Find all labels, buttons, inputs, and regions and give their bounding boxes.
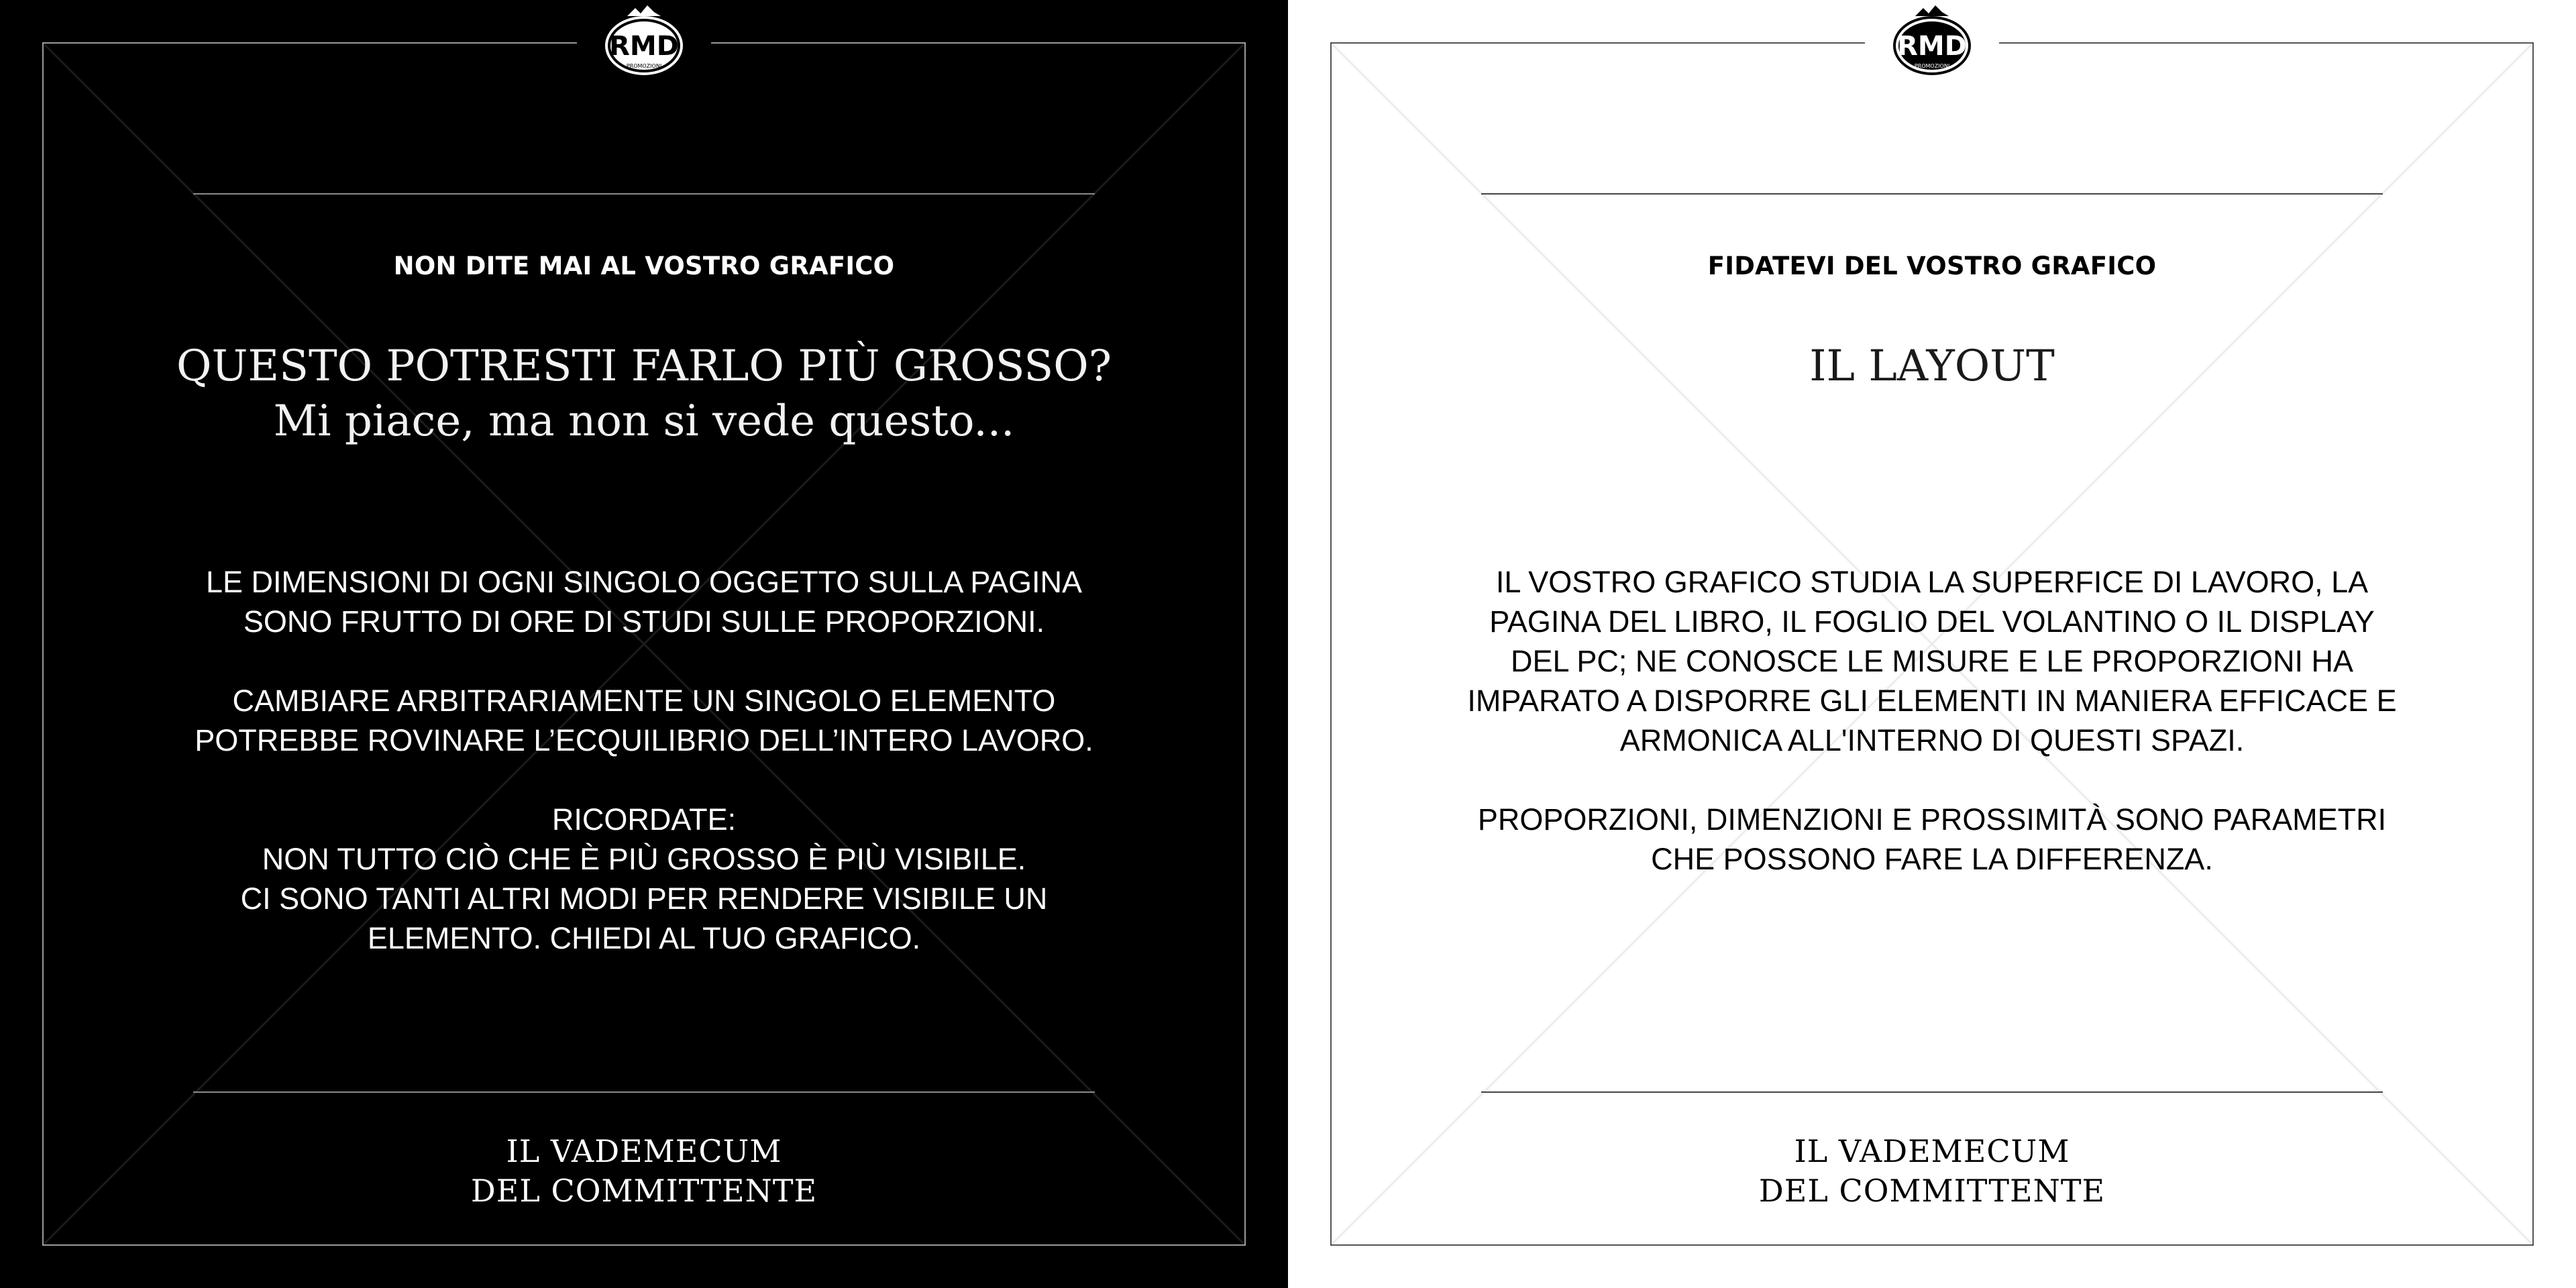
body-line: DEL PC; NE CONOSCE LE MISURE E LE PROPORZIONI HA (1510, 644, 2354, 678)
body-spacer (154, 641, 1134, 681)
bottom-rule (1481, 1091, 2383, 1093)
body-line: ELEMENTO. CHIEDI AL TUO GRAFICO. (367, 921, 921, 955)
body-spacer (1442, 760, 2422, 800)
eyebrow-title: FIDATEVI DEL VOSTRO GRAFICO (1707, 252, 2157, 280)
body-line: PAGINA DEL LIBRO, IL FOGLIO DEL VOLANTINO O IL DISPLAY (1489, 604, 2375, 639)
logo-text: RMD (609, 31, 679, 62)
top-rule (1481, 193, 2383, 195)
rmd-logo (600, 3, 688, 82)
footer-subtitle: DEL COMMITTENTE (470, 1173, 818, 1209)
body-line: PROPORZIONI, DIMENZIONI E PROSSIMITÀ SONO PARAMETRI (1477, 802, 2387, 837)
body-line: CAMBIARE ARBITRARIAMENTE UN SINGOLO ELEMENTO (232, 684, 1056, 718)
headline: IL LAYOUT (1809, 341, 2055, 391)
bottom-rule (193, 1091, 1095, 1093)
footer-subtitle: DEL COMMITTENTE (1758, 1173, 2106, 1209)
body-text (154, 562, 1134, 958)
rmd-logo (1888, 3, 1976, 82)
body-line: RICORDATE: (551, 802, 737, 837)
headline-subline: Mi piace, ma non si vede questo... (273, 396, 1015, 446)
footer-title: IL VADEMECUM (506, 1133, 782, 1169)
body-line: ARMONICA ALL'INTERNO DI QUESTI SPAZI. (1619, 723, 2245, 757)
body-line: CI SONO TANTI ALTRI MODI PER RENDERE VISIBILE UN (240, 881, 1048, 916)
footer-title: IL VADEMECUM (1794, 1133, 2070, 1169)
body-spacer (154, 760, 1134, 800)
body-line: CHE POSSONO FARE LA DIFFERENZA. (1651, 842, 2213, 876)
headline: QUESTO POTRESTI FARLO PIÙ GROSSO? (176, 341, 1112, 391)
right-panel (1288, 0, 2576, 1288)
body-line: LE DIMENSIONI DI OGNI SINGOLO OGGETTO SULLA PAGINA (205, 565, 1083, 599)
top-rule (193, 193, 1095, 195)
eyebrow-title: NON DITE MAI AL VOSTRO GRAFICO (393, 252, 895, 280)
body-line: NON TUTTO CIÒ CHE È PIÙ GROSSO È PIÙ VISIBILE. (262, 842, 1026, 876)
body-line: IMPARATO A DISPORRE GLI ELEMENTI IN MANIERA EFFICACE E (1467, 684, 2397, 718)
body-line: IL VOSTRO GRAFICO STUDIA LA SUPERFICE DI LAVORO, LA (1495, 565, 2369, 599)
logo-text: RMD (1897, 31, 1967, 62)
body-line: SONO FRUTTO DI ORE DI STUDI SULLE PROPORZIONI. (243, 604, 1045, 639)
body-text (1442, 562, 2422, 879)
logo-subtext: PROMOZIONI (626, 63, 662, 69)
logo-subtext: PROMOZIONI (1914, 63, 1950, 69)
body-line: POTREBBE ROVINARE L’ECQUILIBRIO DELL’INTERO LAVORO. (195, 723, 1093, 757)
